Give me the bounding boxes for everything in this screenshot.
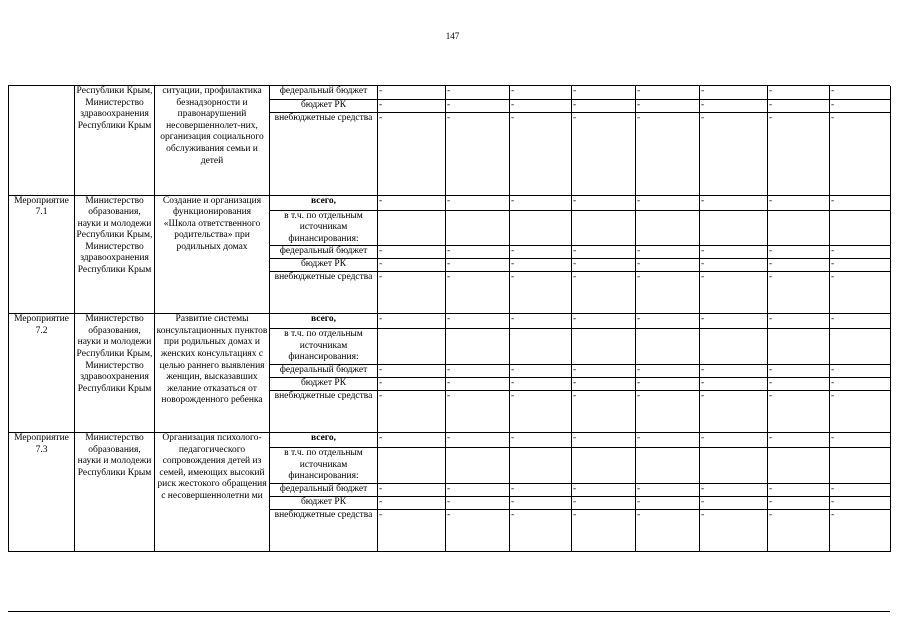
funding-source-cell: в т.ч. по отдельным источникам финансирования: [270, 210, 378, 246]
amount-cell: - [572, 99, 636, 112]
page-number: 147 [445, 31, 460, 41]
funding-source-cell: внебюджетные средства [270, 509, 378, 551]
amount-cell [700, 210, 768, 246]
amount-cell [378, 448, 446, 484]
amount-cell: - [768, 246, 830, 259]
event-cell [9, 86, 75, 195]
amount-cell: - [572, 509, 636, 551]
amount-cell: - [572, 433, 636, 448]
funding-source-cell: всего, [270, 433, 378, 448]
amount-cell: - [700, 483, 768, 496]
amount-cell [636, 448, 700, 484]
amount-cell: - [830, 509, 891, 551]
amount-cell: - [830, 272, 891, 314]
amount-cell: - [510, 433, 572, 448]
amount-cell: - [378, 365, 446, 378]
amount-cell: - [768, 378, 830, 391]
amount-cell: - [636, 483, 700, 496]
amount-cell: - [636, 365, 700, 378]
amount-cell: - [768, 483, 830, 496]
amount-cell: - [572, 314, 636, 329]
funding-source-cell: внебюджетные средства [270, 391, 378, 433]
amount-cell: - [446, 195, 510, 210]
amount-cell [510, 329, 572, 365]
event-cell: Мероприятие 7.3 [9, 433, 75, 552]
amount-cell: - [378, 259, 446, 272]
funding-source-cell: бюджет РК [270, 259, 378, 272]
amount-cell: - [700, 433, 768, 448]
amount-cell: - [700, 259, 768, 272]
amount-cell [636, 329, 700, 365]
amount-cell [572, 448, 636, 484]
funding-source-cell: внебюджетные средства [270, 112, 378, 195]
amount-cell: - [768, 391, 830, 433]
amount-cell [768, 329, 830, 365]
amount-cell: - [830, 391, 891, 433]
amount-cell [378, 210, 446, 246]
event-cell: Мероприятие 7.2 [9, 314, 75, 433]
amount-cell: - [572, 112, 636, 195]
title-cell: Организация психолого-педагогического сопровождения детей из семей, имеющих высокий риск жестокого обращения с несовершеннолетни ми [155, 433, 270, 552]
amount-cell: - [510, 272, 572, 314]
funding-source-cell: федеральный бюджет [270, 365, 378, 378]
executor-cell: Министерство образования, науки и молодежи Республики Крым, Министерство здравоохранения Республики Крым [75, 195, 155, 314]
amount-cell: - [700, 365, 768, 378]
amount-cell [378, 329, 446, 365]
budget-table [8, 86, 891, 552]
executor-cell: Министерство образования, науки и молодежи Республики Крым [75, 433, 155, 552]
amount-cell: - [378, 246, 446, 259]
amount-cell: - [510, 509, 572, 551]
amount-cell: - [378, 378, 446, 391]
amount-cell: - [572, 378, 636, 391]
amount-cell: - [636, 391, 700, 433]
amount-cell: - [700, 99, 768, 112]
bottom-rule [8, 611, 890, 612]
amount-cell: - [378, 391, 446, 433]
amount-cell: - [446, 112, 510, 195]
amount-cell: - [446, 86, 510, 99]
amount-cell: - [510, 195, 572, 210]
amount-cell: - [446, 365, 510, 378]
amount-cell: - [510, 246, 572, 259]
amount-cell: - [830, 483, 891, 496]
amount-cell: - [378, 496, 446, 509]
amount-cell: - [700, 509, 768, 551]
amount-cell: - [510, 496, 572, 509]
amount-cell: - [768, 86, 830, 99]
amount-cell [510, 210, 572, 246]
amount-cell: - [768, 259, 830, 272]
amount-cell: - [510, 112, 572, 195]
amount-cell: - [446, 99, 510, 112]
funding-source-cell: бюджет РК [270, 496, 378, 509]
amount-cell: - [636, 509, 700, 551]
funding-source-cell: внебюджетные средства [270, 272, 378, 314]
amount-cell: - [768, 99, 830, 112]
amount-cell: - [830, 259, 891, 272]
funding-source-cell: федеральный бюджет [270, 86, 378, 99]
amount-cell: - [830, 195, 891, 210]
amount-cell: - [510, 99, 572, 112]
funding-source-cell: федеральный бюджет [270, 483, 378, 496]
amount-cell [830, 329, 891, 365]
amount-cell: - [700, 195, 768, 210]
amount-cell: - [636, 378, 700, 391]
amount-cell: - [510, 314, 572, 329]
amount-cell: - [830, 433, 891, 448]
amount-cell: - [636, 433, 700, 448]
amount-cell: - [768, 433, 830, 448]
funding-source-cell: всего, [270, 195, 378, 210]
amount-cell: - [378, 272, 446, 314]
amount-cell: - [572, 86, 636, 99]
amount-cell: - [700, 496, 768, 509]
amount-cell: - [636, 195, 700, 210]
amount-cell: - [636, 99, 700, 112]
funding-source-cell: в т.ч. по отдельным источникам финансирования: [270, 448, 378, 484]
funding-source-cell: в т.ч. по отдельным источникам финансирования: [270, 329, 378, 365]
funding-source-cell: федеральный бюджет [270, 246, 378, 259]
amount-cell: - [378, 314, 446, 329]
amount-cell: - [446, 272, 510, 314]
amount-cell: - [830, 246, 891, 259]
amount-cell: - [700, 378, 768, 391]
amount-cell [446, 210, 510, 246]
amount-cell: - [378, 509, 446, 551]
amount-cell: - [700, 272, 768, 314]
amount-cell: - [700, 86, 768, 99]
table-row [9, 433, 891, 448]
amount-cell [446, 448, 510, 484]
amount-cell: - [378, 112, 446, 195]
amount-cell: - [768, 195, 830, 210]
amount-cell: - [768, 112, 830, 195]
amount-cell: - [510, 391, 572, 433]
title-cell: Создание и организация функционирования «Школа ответственного родительства» при родильных домах [155, 195, 270, 314]
amount-cell: - [768, 314, 830, 329]
amount-cell: - [378, 99, 446, 112]
amount-cell: - [446, 259, 510, 272]
amount-cell: - [636, 496, 700, 509]
amount-cell: - [572, 259, 636, 272]
amount-cell [572, 329, 636, 365]
amount-cell: - [378, 483, 446, 496]
amount-cell: - [572, 272, 636, 314]
amount-cell [572, 210, 636, 246]
amount-cell: - [636, 272, 700, 314]
executor-cell: Республики Крым, Министерство здравоохранения Республики Крым [75, 86, 155, 195]
funding-source-cell: всего, [270, 314, 378, 329]
amount-cell: - [446, 433, 510, 448]
amount-cell: - [830, 378, 891, 391]
event-cell: Мероприятие 7.1 [9, 195, 75, 314]
amount-cell [830, 210, 891, 246]
amount-cell [700, 329, 768, 365]
amount-cell [768, 448, 830, 484]
table-row [9, 314, 891, 329]
title-cell: ситуации, профилактика безнадзорности и правонарушений несовершеннолет-них, организация социального обслуживания семьи и детей [155, 86, 270, 195]
amount-cell: - [700, 246, 768, 259]
funding-source-cell: бюджет РК [270, 99, 378, 112]
amount-cell [768, 210, 830, 246]
amount-cell: - [572, 483, 636, 496]
amount-cell [446, 329, 510, 365]
amount-cell: - [636, 246, 700, 259]
amount-cell: - [830, 86, 891, 99]
executor-cell: Министерство образования, науки и молодежи Республики Крым, Министерство здравоохранения Республики Крым [75, 314, 155, 433]
amount-cell [700, 448, 768, 484]
amount-cell: - [700, 391, 768, 433]
amount-cell: - [378, 433, 446, 448]
amount-cell: - [572, 195, 636, 210]
funding-source-cell: бюджет РК [270, 378, 378, 391]
amount-cell: - [572, 246, 636, 259]
amount-cell: - [768, 365, 830, 378]
amount-cell: - [830, 314, 891, 329]
amount-cell: - [830, 365, 891, 378]
budget-table-body [9, 86, 891, 551]
amount-cell: - [636, 314, 700, 329]
amount-cell: - [446, 314, 510, 329]
amount-cell [510, 448, 572, 484]
amount-cell: - [768, 509, 830, 551]
amount-cell: - [446, 496, 510, 509]
amount-cell: - [830, 112, 891, 195]
amount-cell: - [636, 112, 700, 195]
amount-cell: - [446, 246, 510, 259]
amount-cell: - [510, 483, 572, 496]
amount-cell: - [572, 496, 636, 509]
amount-cell: - [700, 314, 768, 329]
amount-cell: - [446, 378, 510, 391]
amount-cell: - [510, 378, 572, 391]
amount-cell: - [446, 483, 510, 496]
amount-cell: - [446, 391, 510, 433]
amount-cell: - [636, 259, 700, 272]
amount-cell: - [572, 391, 636, 433]
amount-cell: - [636, 86, 700, 99]
amount-cell: - [378, 195, 446, 210]
amount-cell [636, 210, 700, 246]
amount-cell: - [446, 509, 510, 551]
table-row [9, 86, 891, 99]
amount-cell: - [700, 112, 768, 195]
amount-cell: - [768, 272, 830, 314]
amount-cell: - [572, 365, 636, 378]
amount-cell: - [510, 259, 572, 272]
amount-cell: - [378, 86, 446, 99]
amount-cell: - [510, 365, 572, 378]
amount-cell: - [510, 86, 572, 99]
title-cell: Развитие системы консультационных пунктов при родильных домах и женских консультациях с целью раннего выявления женщин, высказавших желание отказаться от новорожденного ребенка [155, 314, 270, 433]
amount-cell [830, 448, 891, 484]
amount-cell: - [830, 496, 891, 509]
table-row [9, 195, 891, 210]
amount-cell: - [768, 496, 830, 509]
amount-cell: - [830, 99, 891, 112]
